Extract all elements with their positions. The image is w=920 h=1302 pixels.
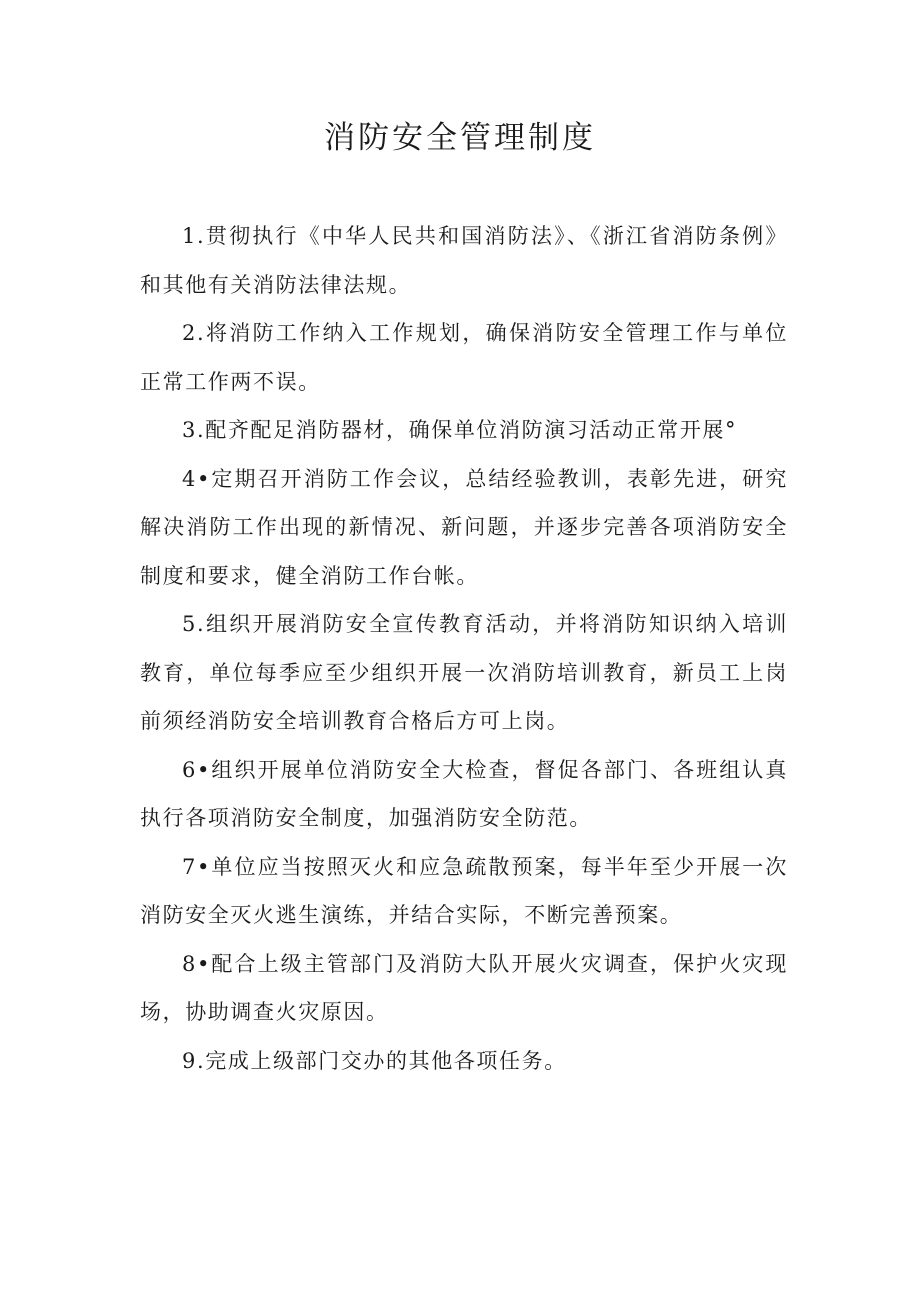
clause-9: 9.完成上级部门交办的其他各项任务。	[182, 1048, 567, 1073]
clause-list	[140, 212, 788, 1085]
clause-6: 6•组织开展单位消防安全大检查，督促各部门、各班组认真执行各项消防安全制度，加强消防安全防范。	[140, 757, 788, 830]
clause-5: 5.组织开展消防安全宣传教育活动，并将消防知识纳入培训教育，单位每季应至少组织开展一次消防培训教育，新员工上岗前须经消防安全培训教育合格后方可上岗。	[140, 612, 788, 733]
clause-7: 7•单位应当按照灭火和应急疏散预案，每半年至少开展一次消防安全灭火逃生演练，并结合实际，不断完善预案。	[140, 854, 788, 927]
clause-8: 8•配合上级主管部门及消防大队开展火灾调查，保护火灾现场，协助调查火灾原因。	[140, 951, 788, 1024]
clause-2: 2.将消防工作纳入工作规划，确保消防安全管理工作与单位正常工作两不误。	[140, 321, 788, 394]
clause-1: 1.贯彻执行《中华人民共和国消防法》、《浙江省消防条例》和其他有关消防法律法规。	[140, 224, 788, 297]
page-title: 消防安全管理制度	[324, 120, 596, 156]
clause-4: 4•定期召开消防工作会议，总结经验教训，表彰先进，研究解决消防工作出现的新情况、新问题，并逐步完善各项消防安全制度和要求，健全消防工作台帐。	[140, 466, 788, 588]
clause-3: 3.配齐配足消防器材，确保单位消防演习活动正常开展°	[182, 418, 738, 442]
